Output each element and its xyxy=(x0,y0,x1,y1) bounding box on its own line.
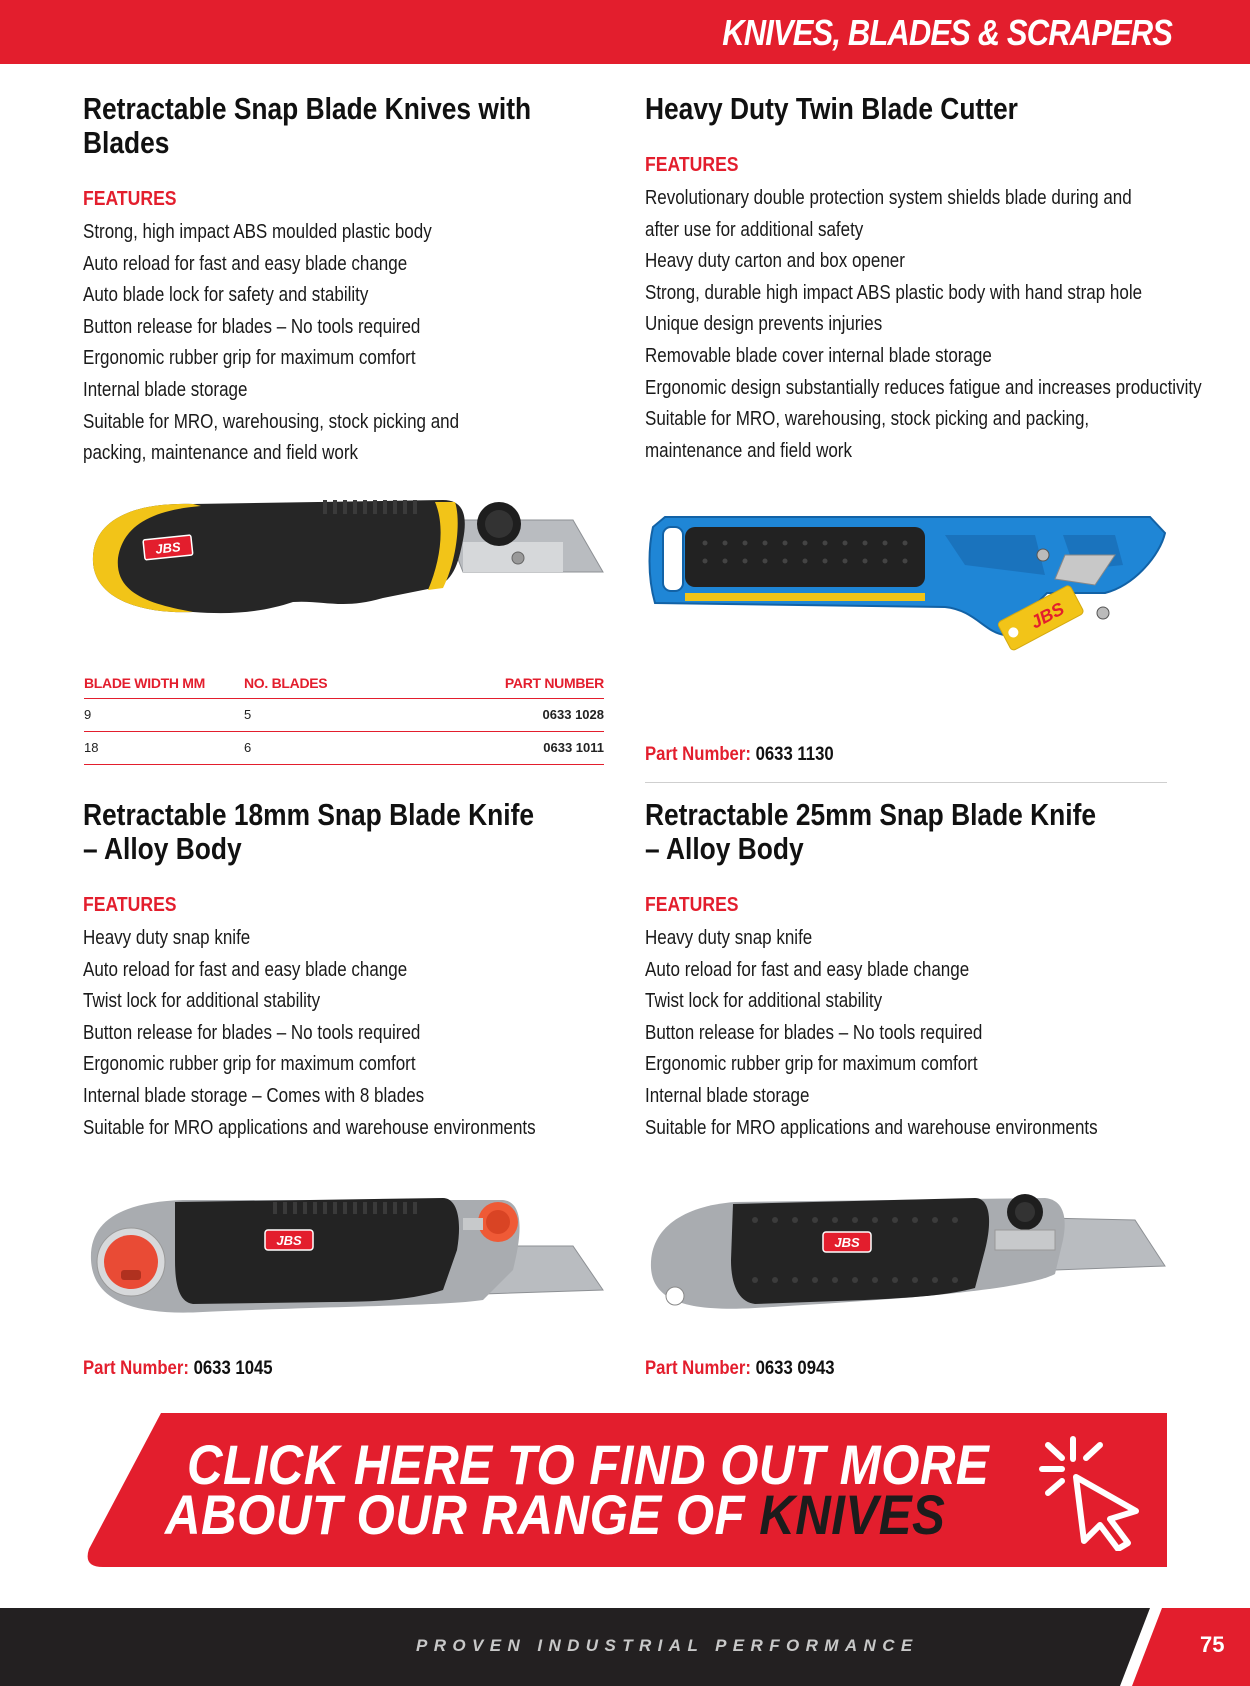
feature-item: Strong, high impact ABS moulded plastic body xyxy=(83,221,432,243)
table-cell: 0633 1011 xyxy=(444,731,604,764)
product-title-line: Retractable 18mm Snap Blade Knife xyxy=(83,797,535,832)
feature-item: Suitable for MRO applications and warehouse environments xyxy=(83,1116,536,1139)
part-number-value: 0633 0943 xyxy=(755,1358,835,1379)
page-number: 75 xyxy=(1200,1632,1225,1657)
feature-item: Internal blade storage xyxy=(645,1084,810,1107)
feature-item: Auto reload for fast and easy blade change xyxy=(83,252,408,275)
part-number-label: Part Number: xyxy=(83,1358,189,1379)
cta-line-2 xyxy=(165,1483,946,1546)
part-number xyxy=(645,744,834,766)
feature-list xyxy=(83,923,613,1144)
feature-item: Heavy duty carton and box opener xyxy=(645,250,905,273)
brand-logo xyxy=(143,535,193,560)
table-cell: 0633 1028 xyxy=(444,698,604,731)
table-header-row xyxy=(84,668,604,698)
part-number xyxy=(645,1358,835,1380)
feature-item: Button release for blades – No tools required xyxy=(83,315,421,338)
feature-item: Ergonomic rubber grip for maximum comfort xyxy=(645,1053,978,1076)
product-title: Heavy Duty Twin Blade Cutter xyxy=(645,91,1018,126)
product-title-line: – Alloy Body xyxy=(83,831,242,866)
feature-item: Unique design prevents injuries xyxy=(645,313,883,336)
feature-list xyxy=(645,183,1202,467)
feature-item: Heavy duty snap knife xyxy=(645,927,813,949)
footer-tagline: PROVEN INDUSTRIAL PERFORMANCE xyxy=(416,1636,919,1655)
svg-text:JBS: JBS xyxy=(154,539,182,557)
column-header: PART NUMBER xyxy=(444,668,604,698)
feature-item: Ergonomic rubber grip for maximum comfort xyxy=(83,1053,416,1076)
feature-item: Ergonomic rubber grip for maximum comfort xyxy=(83,347,416,370)
alloy-25mm-knife-image xyxy=(645,1190,1167,1325)
brand-logo xyxy=(823,1232,871,1252)
feature-item: Auto blade lock for safety and stability xyxy=(83,284,369,307)
product-25mm-snap-knife xyxy=(645,798,1175,1144)
features-label: FEATURES xyxy=(645,894,739,916)
feature-list xyxy=(83,217,613,470)
cta-line-2-prefix: ABOUT OUR RANGE OF xyxy=(165,1483,760,1546)
feature-item: Strong, durable high impact ABS plastic body with hand strap hole xyxy=(645,281,1143,304)
feature-item: Removable blade cover internal blade storage xyxy=(645,344,992,367)
cta-line-1: CLICK HERE TO FIND OUT MORE xyxy=(187,1433,990,1496)
feature-item: Suitable for MRO applications and warehouse environments xyxy=(645,1116,1098,1139)
svg-text:JBS: JBS xyxy=(276,1233,302,1248)
table-cell: 9 xyxy=(84,698,244,731)
footer xyxy=(0,1608,1250,1686)
part-number-label: Part Number: xyxy=(645,1358,751,1379)
section-header-bar xyxy=(0,0,1250,64)
table-cell: 5 xyxy=(244,698,444,731)
product-18mm-snap-knife xyxy=(83,798,613,1144)
snap-blade-knife-image xyxy=(83,490,605,625)
svg-text:JBS: JBS xyxy=(1027,598,1068,633)
column-header: BLADE WIDTH MM xyxy=(84,668,244,698)
part-number-value: 0633 1130 xyxy=(755,744,834,765)
feature-item: Heavy duty snap knife xyxy=(83,927,251,949)
twin-blade-cutter-image xyxy=(645,515,1167,670)
feature-item: Internal blade storage xyxy=(83,378,248,401)
section-divider xyxy=(645,782,1167,783)
table-row xyxy=(84,698,604,731)
features-label: FEATURES xyxy=(83,894,177,916)
feature-item: Revolutionary double protection system shields blade during and after use for additional safety xyxy=(645,187,1132,241)
product-title xyxy=(645,798,1172,866)
product-title: Retractable Snap Blade Knives with Blades xyxy=(83,91,532,160)
feature-item: Twist lock for additional stability xyxy=(645,990,883,1013)
feature-item: Suitable for MRO, warehousing, stock picking and packing, maintenance and field work xyxy=(645,408,1090,462)
brand-logo xyxy=(265,1230,313,1250)
part-number-label: Part Number: xyxy=(645,744,751,765)
product-title-line: – Alloy Body xyxy=(645,831,804,866)
feature-item: Auto reload for fast and easy blade change xyxy=(645,958,970,981)
cta-line-2-emphasis: KNIVES xyxy=(759,1483,946,1546)
features-label: FEATURES xyxy=(83,188,177,210)
table-cell: 18 xyxy=(84,731,244,764)
feature-item: Button release for blades – No tools required xyxy=(83,1021,421,1044)
product-snap-blade-knives xyxy=(83,92,613,470)
feature-item: Auto reload for fast and easy blade change xyxy=(83,958,408,981)
alloy-18mm-knife-image xyxy=(83,1190,605,1325)
table-cell: 6 xyxy=(244,731,444,764)
product-title xyxy=(83,798,610,866)
cursor-click-icon xyxy=(1028,1431,1158,1551)
svg-text:JBS: JBS xyxy=(834,1235,860,1250)
column-header: NO. BLADES xyxy=(244,668,444,698)
part-number-value: 0633 1045 xyxy=(193,1358,273,1379)
features-label: FEATURES xyxy=(645,154,739,176)
feature-item: Twist lock for additional stability xyxy=(83,990,321,1013)
part-number xyxy=(83,1358,273,1380)
feature-item: Internal blade storage – Comes with 8 blades xyxy=(83,1084,425,1107)
feature-item: Button release for blades – No tools required xyxy=(645,1021,983,1044)
feature-item: Ergonomic design substantially reduces fatigue and increases productivity xyxy=(645,376,1202,399)
find-out-more-banner[interactable] xyxy=(83,1413,1167,1567)
feature-list xyxy=(645,923,1175,1144)
feature-item: Suitable for MRO, warehousing, stock picking and packing, maintenance and field work xyxy=(83,410,460,465)
section-title: KNIVES, BLADES & SCRAPERS xyxy=(722,12,1172,53)
table-row xyxy=(84,731,604,764)
parts-table xyxy=(84,668,604,765)
product-title-line: Retractable 25mm Snap Blade Knife xyxy=(645,797,1097,832)
product-twin-blade-cutter xyxy=(645,91,1202,467)
